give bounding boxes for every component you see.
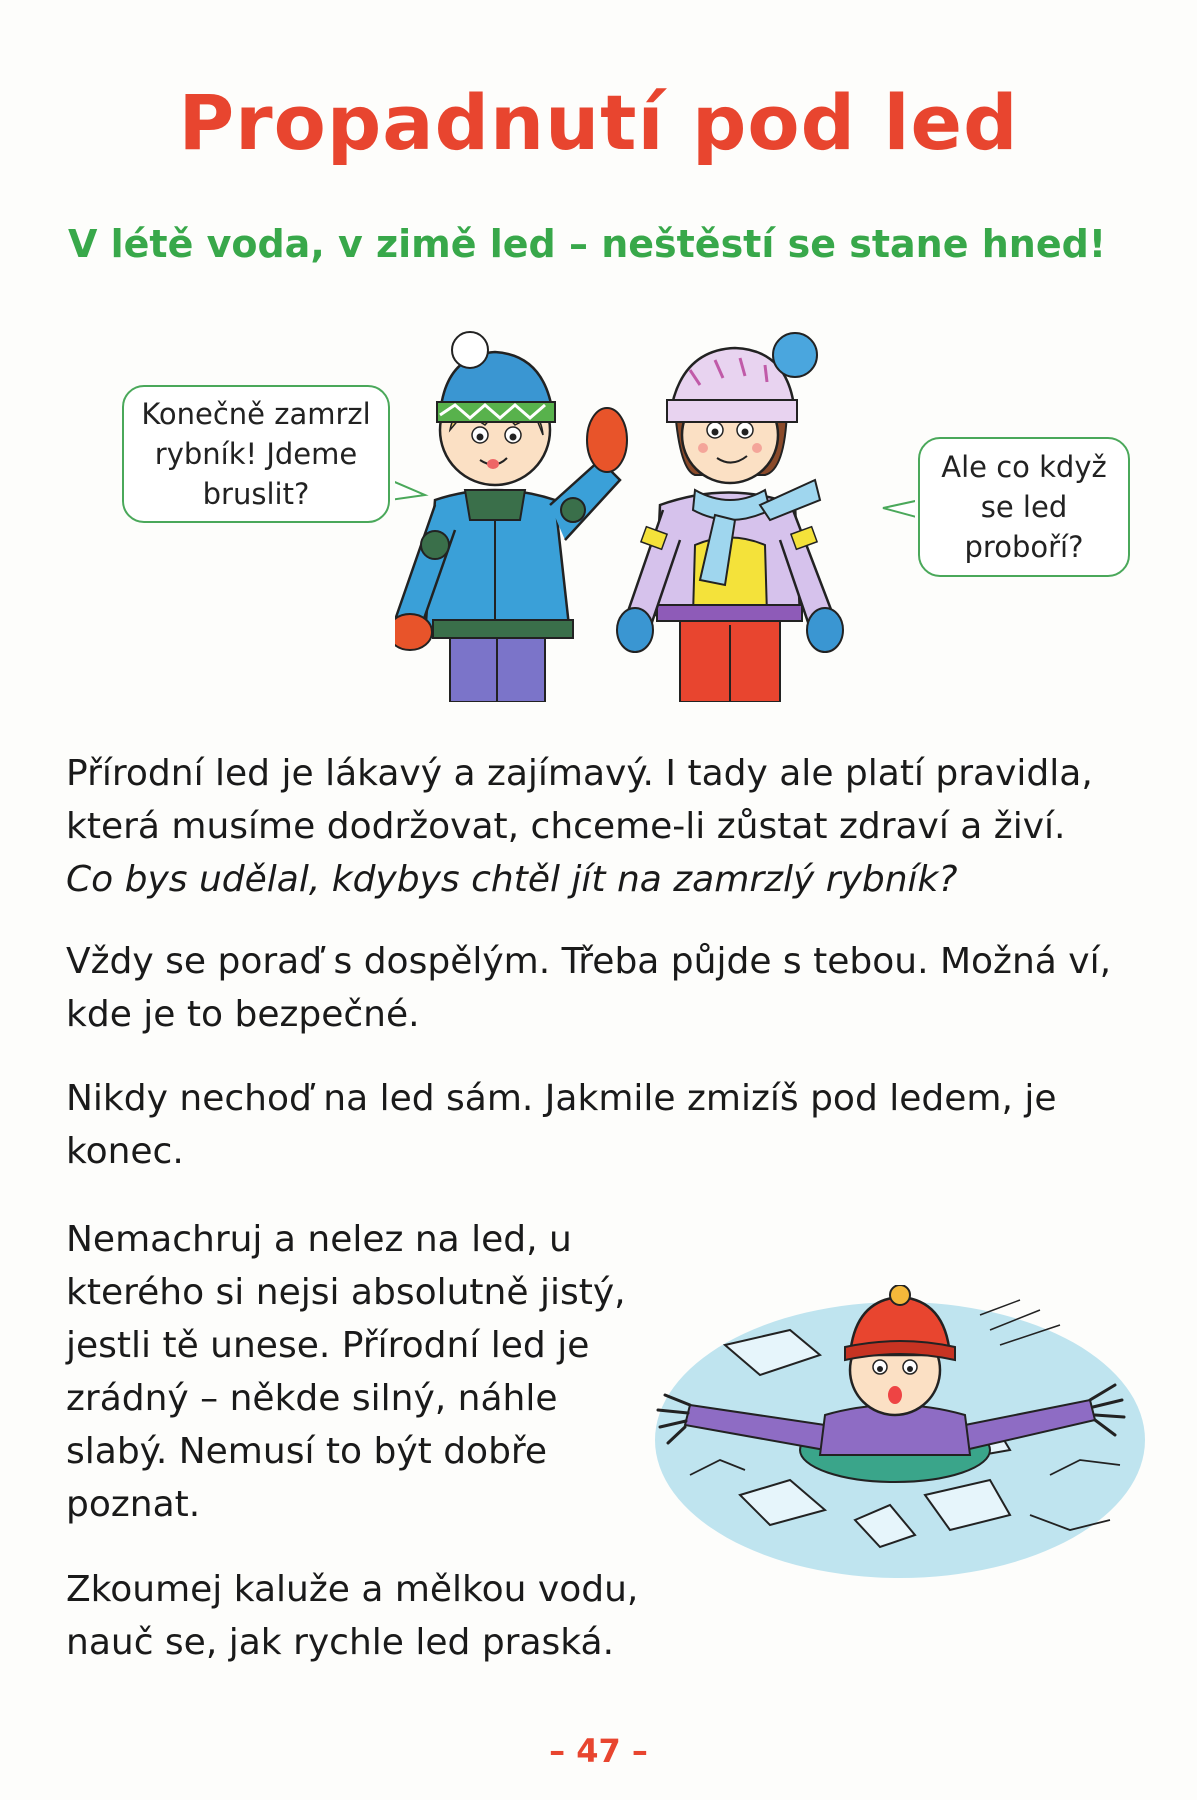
paragraph-intro	[66, 747, 1166, 906]
page-title: Propadnutí pod led	[178, 78, 1019, 167]
paragraph-never-alone: Nikdy nechoď na led sám. Jakmile zmizíš pod ledem, je konec.	[66, 1078, 1057, 1172]
paragraph-explore-puddles: Zkoumej kaluže a mělkou vodu, nauč se, jak rychle led praská.	[66, 1569, 639, 1663]
boy-figure	[395, 332, 627, 702]
paragraph-ask-adult: Vždy se poraď s dospělým. Třeba půjde s tebou. Možná ví, kde je to bezpečné.	[66, 941, 1112, 1035]
fallen-through-ice-illustration	[650, 1285, 1150, 1585]
page-number: – 47 –	[549, 1732, 648, 1770]
page-subtitle: V létě voda, v zimě led – neštěstí se stane hned!	[68, 222, 1107, 266]
girl-figure	[617, 333, 843, 702]
kids-illustration	[395, 330, 915, 702]
paragraph-intro-question: Co bys udělal, kdybys chtěl jít na zamrzlý rybník?	[66, 859, 958, 900]
speech-bubble-boy: Konečně zamrzl rybník! Jdeme bruslit?	[122, 385, 390, 523]
paragraph-dont-show-off: Nemachruj a nelez na led, u kterého si nejsi absolutně jistý, jestli tě unese. Přírodní led je zrádný – někde silný, náhle slabý. Nemusí to být dobře poznat.	[66, 1219, 626, 1525]
paragraph-intro-text: Přírodní led je lákavý a zajímavý. I tady ale platí pravidla, která musíme dodržovat, chceme-li zůstat zdraví a živí.	[66, 753, 1093, 847]
speech-bubble-girl: Ale co když se led proboří?	[918, 437, 1130, 577]
